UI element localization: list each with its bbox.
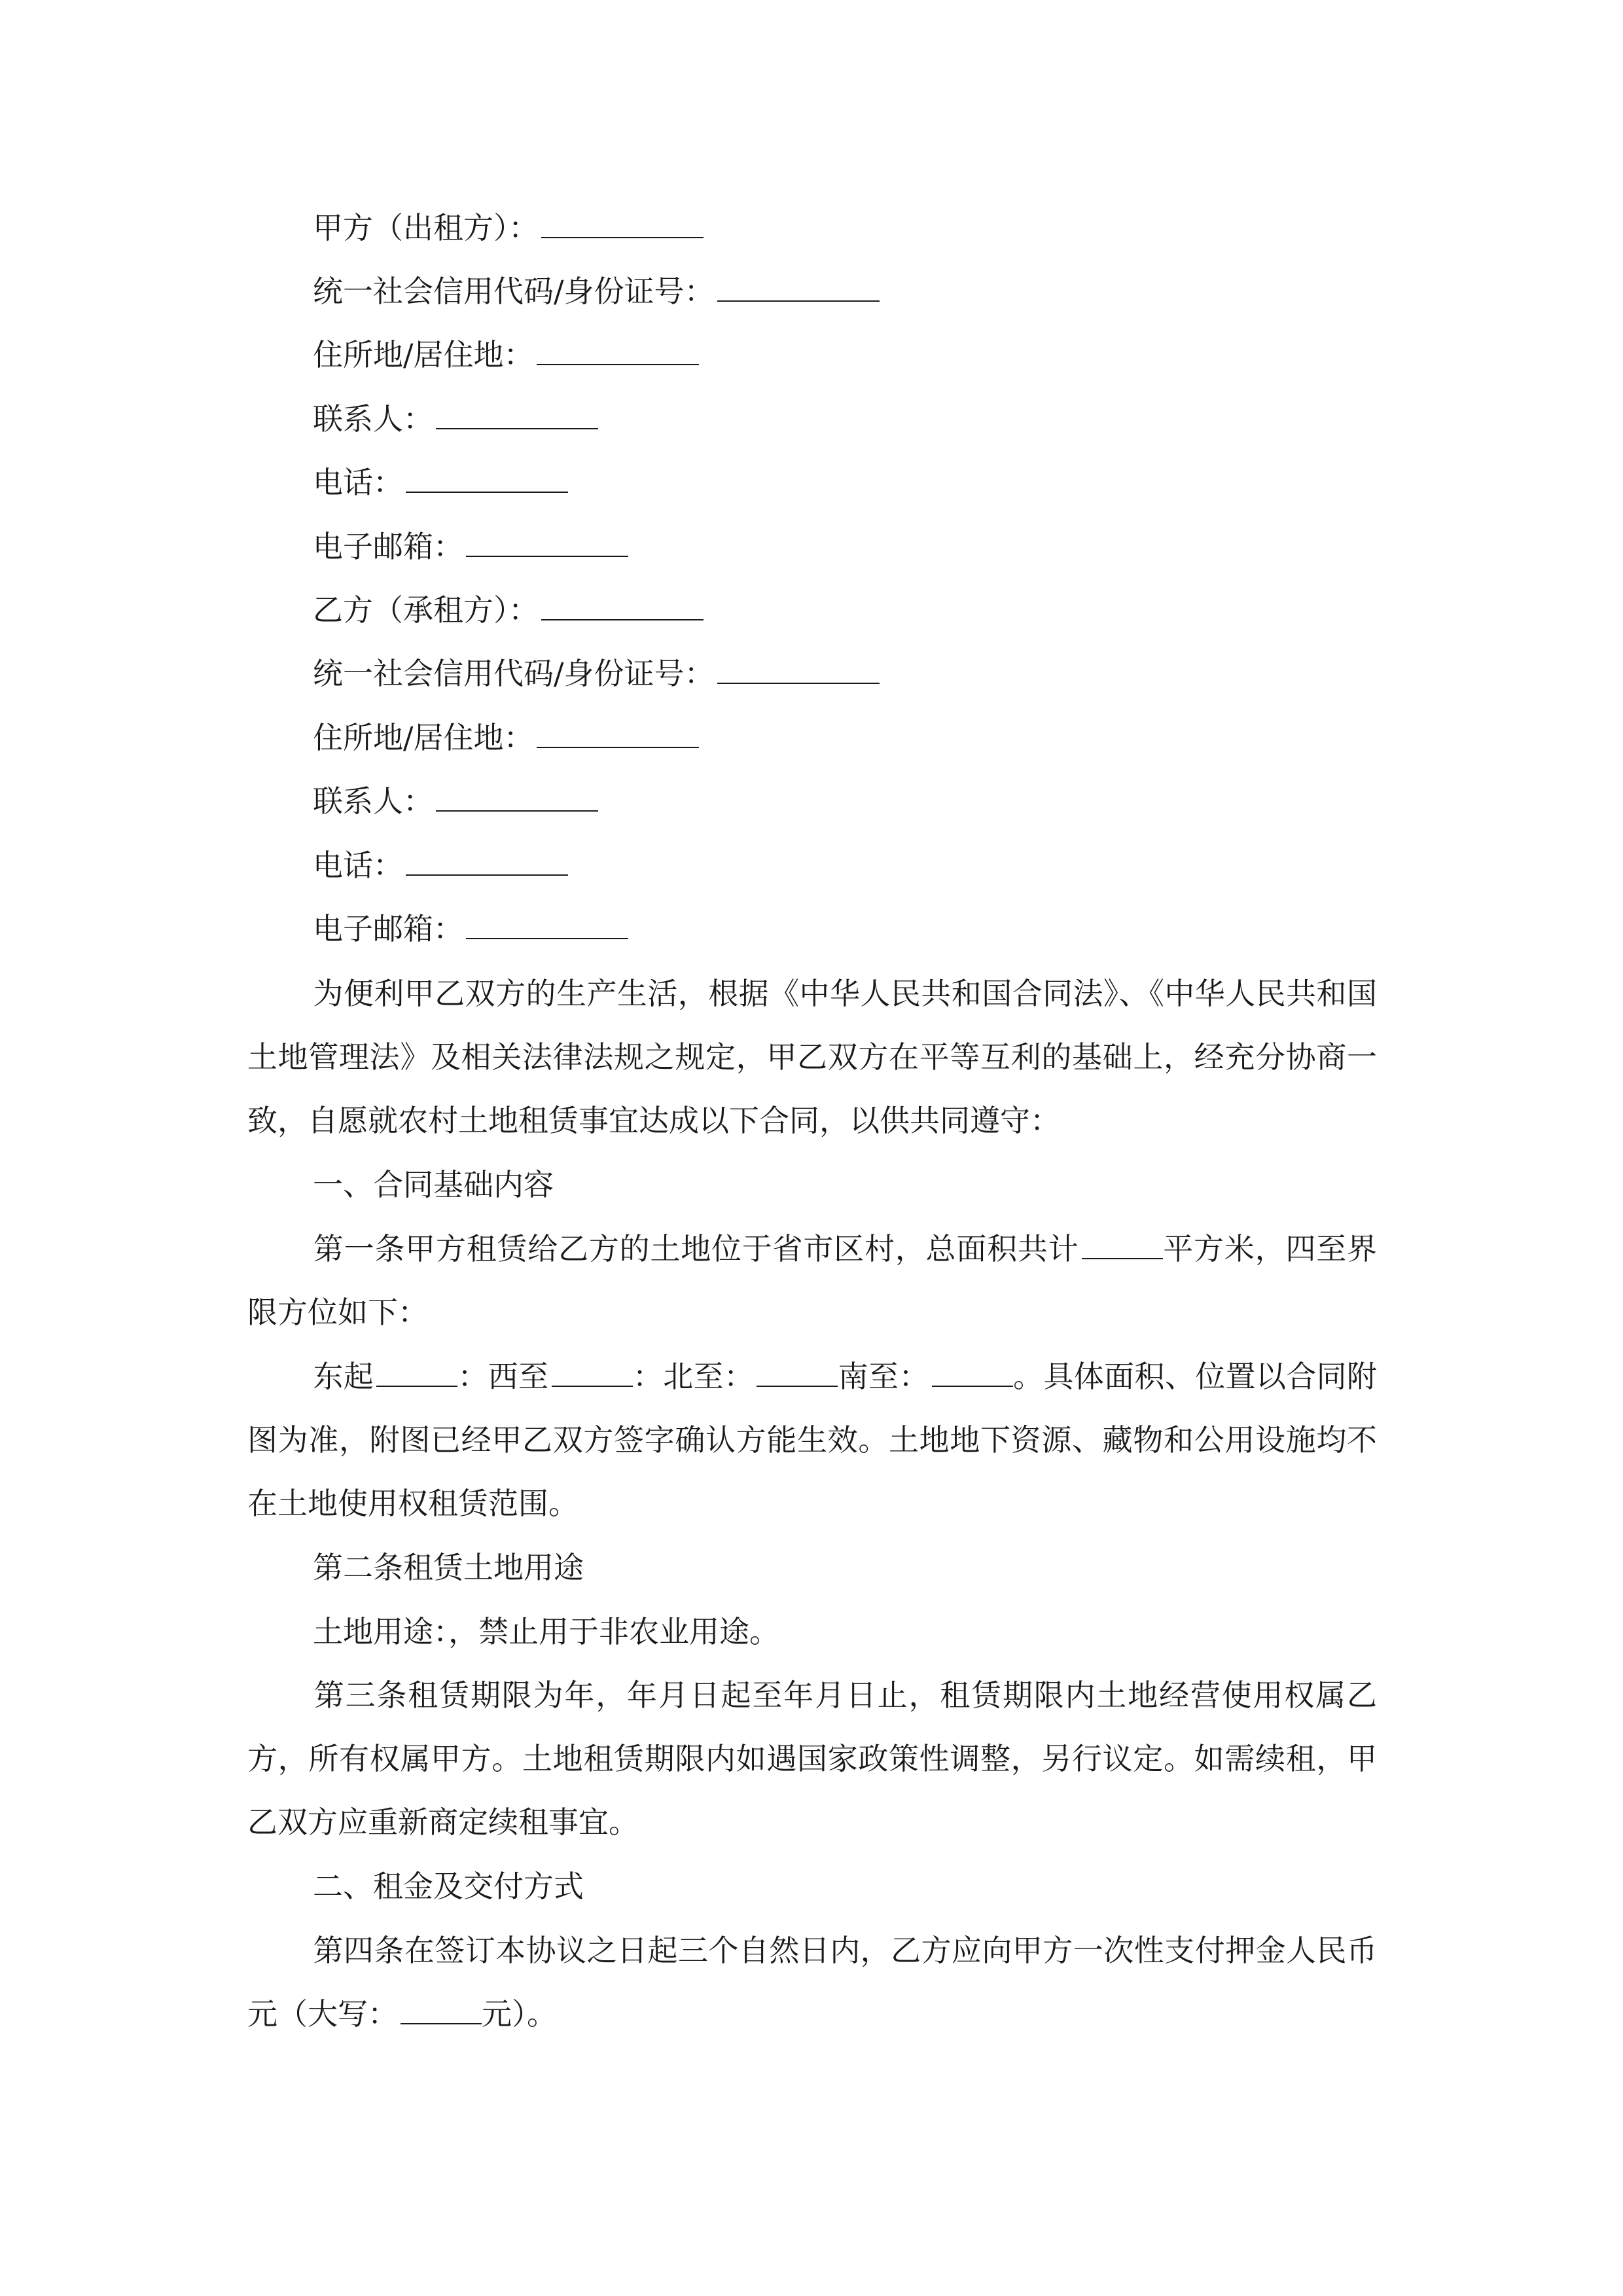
article-2-heading-text: 第二条租赁土地用途 (313, 1550, 584, 1585)
party-b-email-blank[interactable] (466, 912, 628, 939)
party-b-address-label: 住所地/居住地： (313, 720, 534, 755)
section-1-heading (247, 1153, 1377, 1217)
party-a-email-line (313, 527, 628, 566)
article-4-text-before: 第四条在签订本协议之日起三个自然日内，乙方应向甲方一次性支付押金人民币元（大写： (247, 1933, 1377, 2032)
party-b-name-blank[interactable] (541, 593, 704, 620)
boundaries-paragraph (247, 1345, 1377, 1535)
party-a-address-label: 住所地/居住地： (313, 337, 534, 372)
east-boundary-blank[interactable] (376, 1359, 457, 1387)
total-area-blank[interactable] (1082, 1232, 1163, 1259)
party-b-credit-code-blank[interactable] (717, 656, 880, 684)
preamble-text: 为便利甲乙双方的生产生活，根据《中华人民共和国合同法》、《中华人民共和国土地管理法》及相关法律法规之规定，甲乙双方在平等互利的基础上，经充分协商一致，自愿就农村土地租赁事宜达成以下合同，以供共同遵守： (247, 976, 1377, 1138)
preamble-paragraph (247, 962, 1377, 1153)
north-boundary-blank[interactable] (757, 1359, 838, 1387)
article-4-paragraph (247, 1919, 1377, 2046)
land-use-paragraph (247, 1600, 1377, 1664)
boundaries-tail: 。具体面积、位置以合同附图为准，附图已经甲乙双方签字确认方能生效。土地地下资源、藏物和公用设施均不在土地使用权租赁范围。 (247, 1359, 1378, 1521)
party-b-contact-label: 联系人： (313, 783, 433, 819)
party-a-address-blank[interactable] (537, 338, 699, 365)
north-label: ：北至： (632, 1359, 755, 1394)
party-b-contact-line (313, 781, 598, 821)
section-2-heading-text: 二、租金及交付方式 (313, 1869, 584, 1904)
party-b-title: 乙方（承租方）： (313, 592, 539, 628)
section-2-heading (247, 1855, 1377, 1918)
party-b-credit-code-line (313, 654, 880, 693)
party-a-credit-code-label: 统一社会信用代码/身份证号： (313, 274, 715, 309)
party-a-credit-code-line (313, 272, 880, 311)
party-a-contact-label: 联系人： (313, 401, 433, 437)
party-b-address-blank[interactable] (537, 721, 699, 748)
article-4-text-after: 元）。 (482, 1996, 557, 2032)
party-b-email-line (313, 909, 628, 948)
west-boundary-blank[interactable] (552, 1359, 633, 1387)
party-a-title-line (313, 208, 704, 247)
party-a-title: 甲方（出租方）： (313, 210, 539, 245)
party-b-phone-line (313, 846, 568, 885)
party-a-name-blank[interactable] (541, 211, 704, 238)
party-a-email-blank[interactable] (466, 529, 628, 557)
section-1-heading-text: 一、合同基础内容 (313, 1167, 554, 1202)
party-a-phone-line (313, 463, 568, 502)
party-a-contact-line (313, 399, 598, 439)
party-a-phone-blank[interactable] (406, 465, 568, 493)
article-2-heading (247, 1536, 1377, 1600)
party-b-address-line (313, 718, 699, 757)
west-label: ：西至 (457, 1359, 549, 1394)
article-1-paragraph (247, 1217, 1377, 1344)
east-label: 东起 (313, 1359, 374, 1394)
party-b-email-label: 电子邮箱： (313, 911, 463, 946)
party-a-phone-label: 电话： (313, 465, 403, 500)
party-b-phone-blank[interactable] (406, 848, 568, 876)
party-a-address-line (313, 335, 699, 374)
article-1-text-before: 第一条甲方租赁给乙方的土地位于省市区村，总面积共计 (313, 1231, 1079, 1266)
article-3-text: 第三条租赁期限为年，年月日起至年月日止，租赁期限内土地经营使用权属乙方，所有权属甲方。土地租赁期限内如遇国家政策性调整，另行议定。如需续租，甲乙双方应重新商定续租事宜。 (247, 1677, 1377, 1840)
party-b-contact-blank[interactable] (436, 784, 598, 812)
party-b-credit-code-label: 统一社会信用代码/身份证号： (313, 656, 715, 691)
party-a-credit-code-blank[interactable] (717, 274, 880, 302)
article-3-paragraph (247, 1664, 1377, 1854)
land-use-text: 土地用途：，禁止用于非农业用途。 (313, 1614, 779, 1649)
south-boundary-blank[interactable] (932, 1359, 1013, 1387)
south-label: 南至： (838, 1359, 929, 1394)
party-a-email-label: 电子邮箱： (313, 529, 463, 564)
party-b-title-line (313, 590, 704, 630)
party-a-contact-blank[interactable] (436, 402, 598, 429)
party-b-phone-label: 电话： (313, 848, 403, 883)
deposit-amount-blank[interactable] (401, 1997, 482, 2024)
article-1-text-after: 平方米，四至界限方位如下： (247, 1231, 1378, 1330)
